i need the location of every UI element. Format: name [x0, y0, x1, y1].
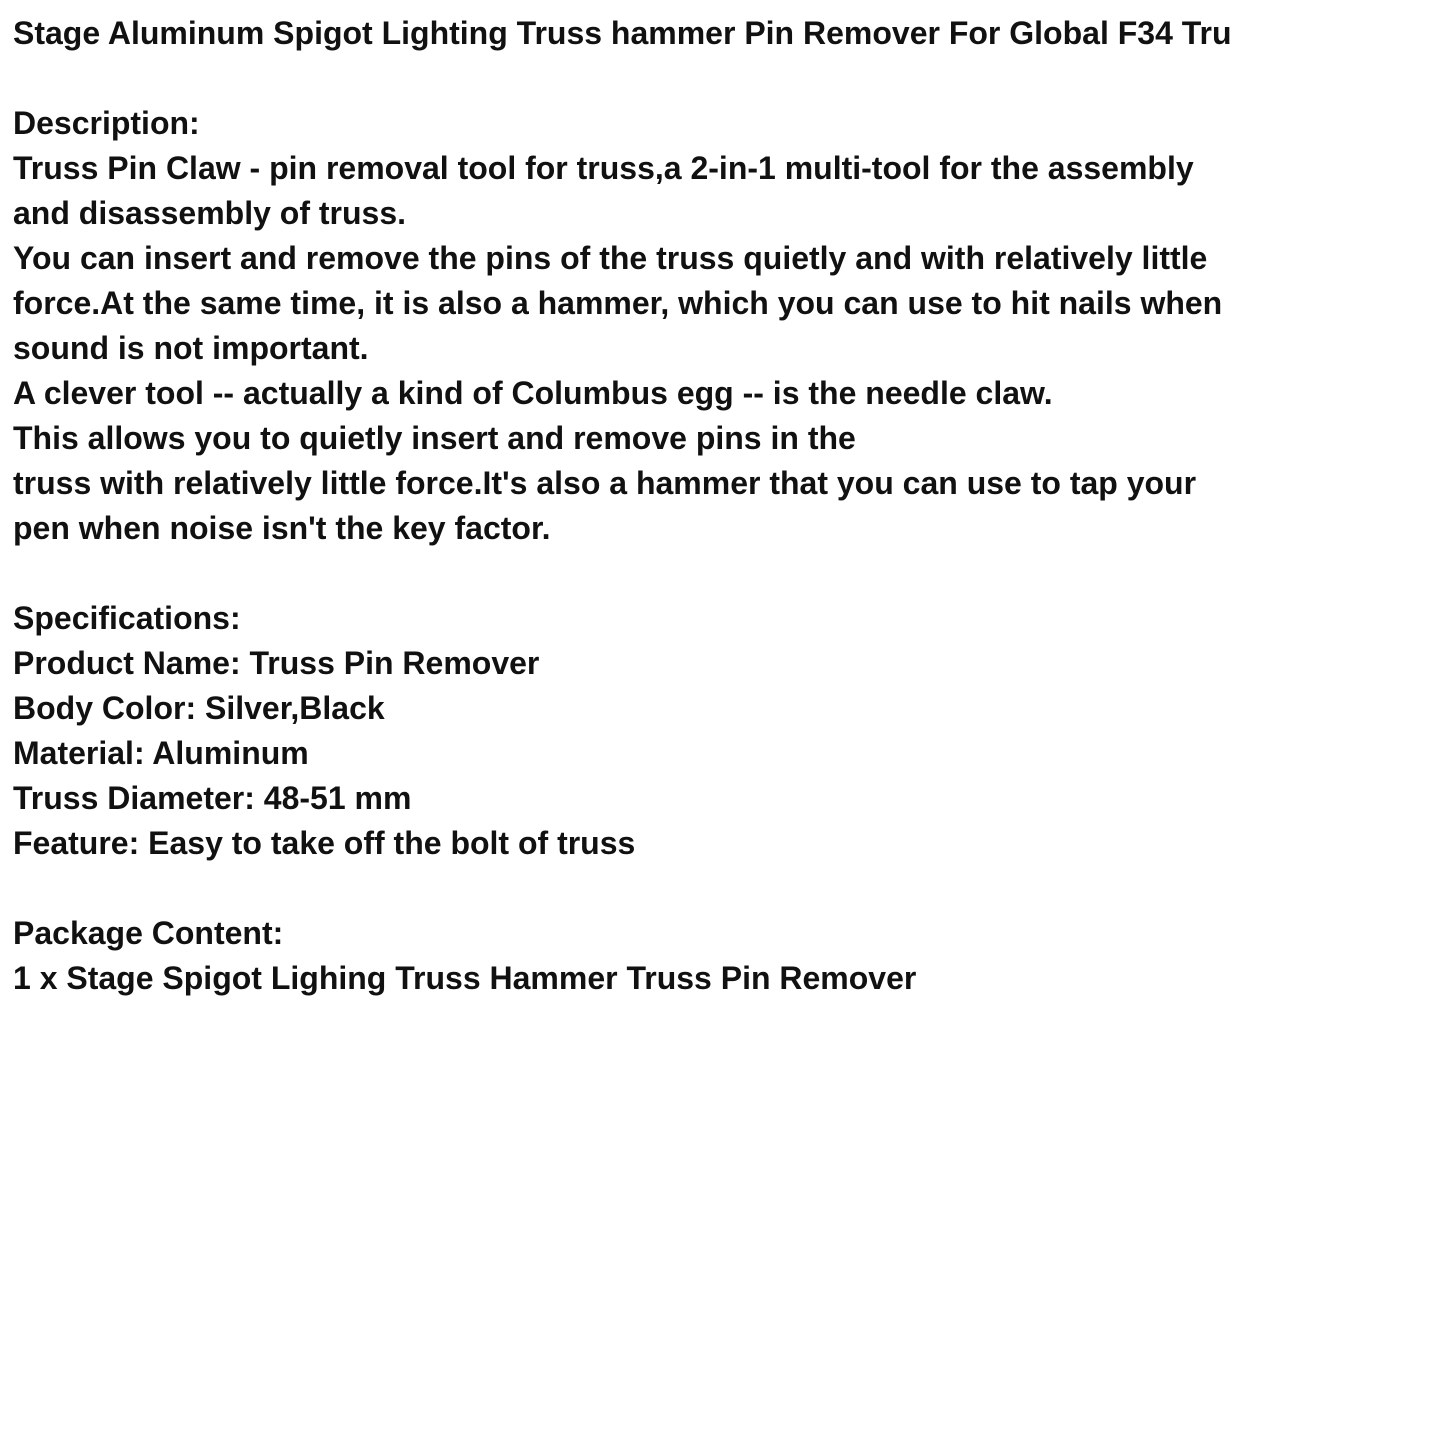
- description-line: pen when noise isn't the key factor.: [13, 510, 551, 546]
- description-line: Truss Pin Claw - pin removal tool for truss,a 2-in-1 multi-tool for the assembly: [13, 150, 1194, 186]
- description-heading: Description:: [13, 105, 200, 141]
- package-item: 1 x Stage Spigot Lighing Truss Hammer Truss Pin Remover: [13, 960, 917, 996]
- spec-body-color: Body Color: Silver,Black: [13, 690, 385, 726]
- description-line: A clever tool -- actually a kind of Columbus egg -- is the needle claw.: [13, 375, 1053, 411]
- product-document: [13, 11, 1438, 1001]
- package-heading: Package Content:: [13, 915, 284, 951]
- spec-product-name: Product Name: Truss Pin Remover: [13, 645, 540, 681]
- spacer: [13, 551, 1438, 596]
- product-title: Stage Aluminum Spigot Lighting Truss hammer Pin Remover For Global F34 Tru: [13, 15, 1232, 51]
- spec-truss-diameter: Truss Diameter: 48-51 mm: [13, 780, 412, 816]
- spec-feature: Feature: Easy to take off the bolt of truss: [13, 825, 636, 861]
- description-line: and disassembly of truss.: [13, 195, 407, 231]
- specifications-heading: Specifications:: [13, 600, 241, 636]
- description-line: sound is not important.: [13, 330, 369, 366]
- description-line: force.At the same time, it is also a hammer, which you can use to hit nails when: [13, 285, 1223, 321]
- spec-material: Material: Aluminum: [13, 735, 309, 771]
- description-line: truss with relatively little force.It's also a hammer that you can use to tap your: [13, 465, 1197, 501]
- description-line: This allows you to quietly insert and remove pins in the: [13, 420, 856, 456]
- spacer: [13, 56, 1438, 101]
- spacer: [13, 866, 1438, 911]
- description-line: You can insert and remove the pins of the truss quietly and with relatively little: [13, 240, 1208, 276]
